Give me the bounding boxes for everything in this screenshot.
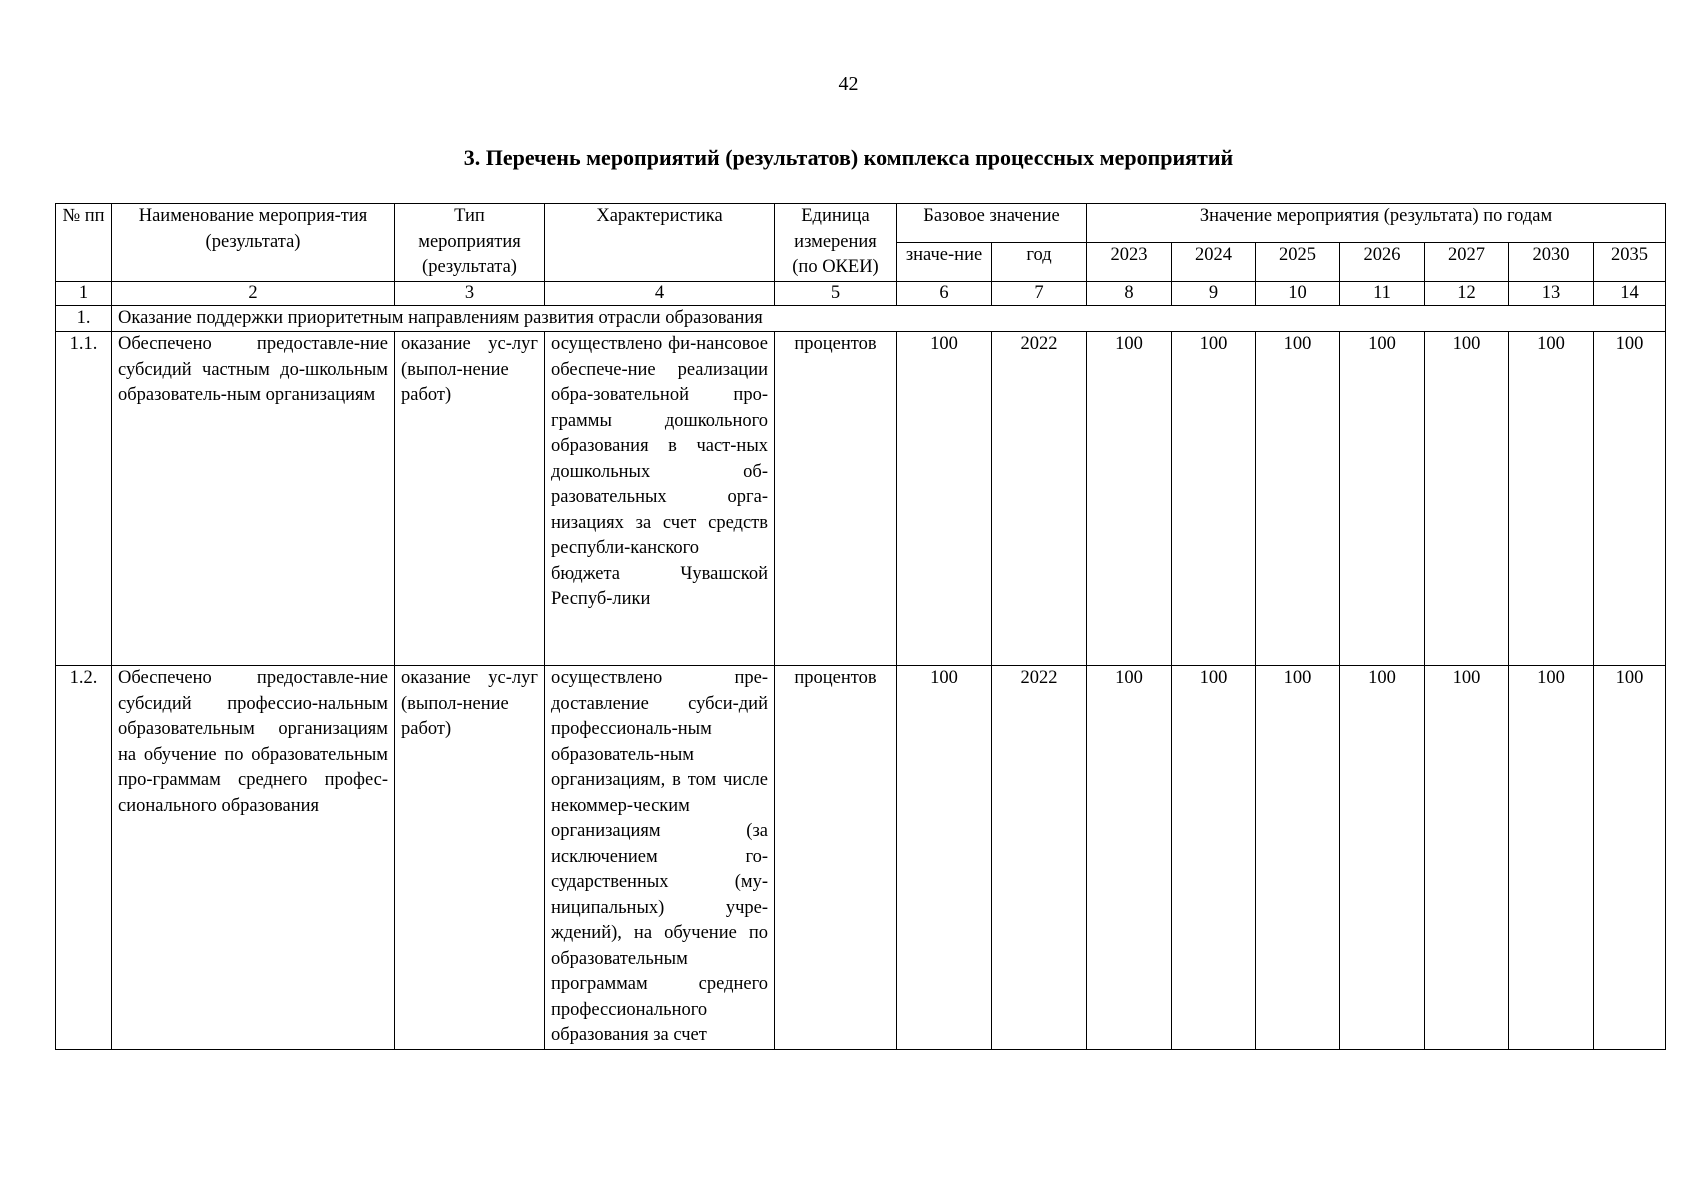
header-year: 2023 [1087, 242, 1172, 281]
row-year-value: 100 [1087, 666, 1172, 1050]
row-base-value: 100 [897, 666, 992, 1050]
header-unit: Единица измерения (по ОКЕИ) [775, 204, 897, 282]
header-base-group: Базовое значение [897, 204, 1087, 243]
activities-table [55, 203, 1666, 1050]
header-year: 2024 [1172, 242, 1256, 281]
header-year: 2027 [1425, 242, 1509, 281]
header-base-year: год [992, 242, 1087, 281]
row-year-value: 100 [1256, 666, 1340, 1050]
column-number: 4 [545, 281, 775, 305]
header-base-value: значе-ние [897, 242, 992, 281]
page-title: 3. Перечень мероприятий (результатов) комплекса процессных мероприятий [463, 145, 1234, 170]
header-name: Наименование мероприя-тия (результата) [112, 204, 395, 282]
header-year: 2030 [1509, 242, 1594, 281]
row-characteristic: осуществлено фи-нансовое обеспече-ние реализации обра-зовательной про-граммы дошкольного образования в част-ных дошкольных об-разовательных орга-низациях за счет средств республи-канского бюджета Чувашской Респуб-лики [545, 332, 775, 666]
column-number: 12 [1425, 281, 1509, 305]
row-name: Обеспечено предоставле-ние субсидий профессио-нальным образовательным организациям на обучение по образовательным про-граммам среднего профес-сионального образования [112, 666, 395, 1050]
column-number: 5 [775, 281, 897, 305]
column-number: 6 [897, 281, 992, 305]
header-years-group: Значение мероприятия (результата) по годам [1087, 204, 1666, 243]
row-base-year: 2022 [992, 332, 1087, 666]
table-row [56, 666, 1666, 1050]
column-number: 13 [1509, 281, 1594, 305]
section-title: Оказание поддержки приоритетным направлениям развития отрасли образования [112, 305, 1666, 332]
row-base-year: 2022 [992, 666, 1087, 1050]
row-year-value: 100 [1340, 666, 1425, 1050]
column-number: 1 [56, 281, 112, 305]
row-num: 1.1. [56, 332, 112, 666]
section-num: 1. [56, 305, 112, 332]
row-unit: процентов [775, 332, 897, 666]
row-year-value: 100 [1172, 666, 1256, 1050]
row-characteristic: осуществлено пре-доставление субси-дий профессиональ-ным образователь-ным организациям, в том числе некоммер-ческим организациям (за исключением го-сударственных (му-ниципальных) учре-ждений), на обучение по образовательным программам среднего профессионального образования за счет [545, 666, 775, 1050]
row-year-value: 100 [1340, 332, 1425, 666]
row-unit: процентов [775, 666, 897, 1050]
page-number: 42 [838, 73, 859, 95]
header-characteristic: Характеристика [545, 204, 775, 282]
header-year: 2026 [1340, 242, 1425, 281]
row-year-value: 100 [1256, 332, 1340, 666]
row-year-value: 100 [1425, 332, 1509, 666]
column-number: 7 [992, 281, 1087, 305]
header-num: № пп [56, 204, 112, 282]
column-number: 8 [1087, 281, 1172, 305]
column-number: 14 [1594, 281, 1666, 305]
row-year-value: 100 [1509, 666, 1594, 1050]
row-type: оказание ус-луг (выпол-нение работ) [395, 332, 545, 666]
row-year-value: 100 [1172, 332, 1256, 666]
row-year-value: 100 [1425, 666, 1509, 1050]
header-row [56, 204, 1666, 243]
row-type: оказание ус-луг (выпол-нение работ) [395, 666, 545, 1050]
header-year: 2035 [1594, 242, 1666, 281]
column-number: 2 [112, 281, 395, 305]
column-number: 10 [1256, 281, 1340, 305]
column-number: 9 [1172, 281, 1256, 305]
column-number-row [56, 281, 1666, 305]
column-number: 11 [1340, 281, 1425, 305]
row-year-value: 100 [1594, 332, 1666, 666]
header-year: 2025 [1256, 242, 1340, 281]
section-row [56, 305, 1666, 332]
row-year-value: 100 [1087, 332, 1172, 666]
row-base-value: 100 [897, 332, 992, 666]
row-num: 1.2. [56, 666, 112, 1050]
table-row [56, 332, 1666, 666]
row-name: Обеспечено предоставле-ние субсидий частным до-школьным образователь-ным организациям [112, 332, 395, 666]
column-number: 3 [395, 281, 545, 305]
header-type: Тип мероприятия (результата) [395, 204, 545, 282]
row-year-value: 100 [1509, 332, 1594, 666]
row-year-value: 100 [1594, 666, 1666, 1050]
